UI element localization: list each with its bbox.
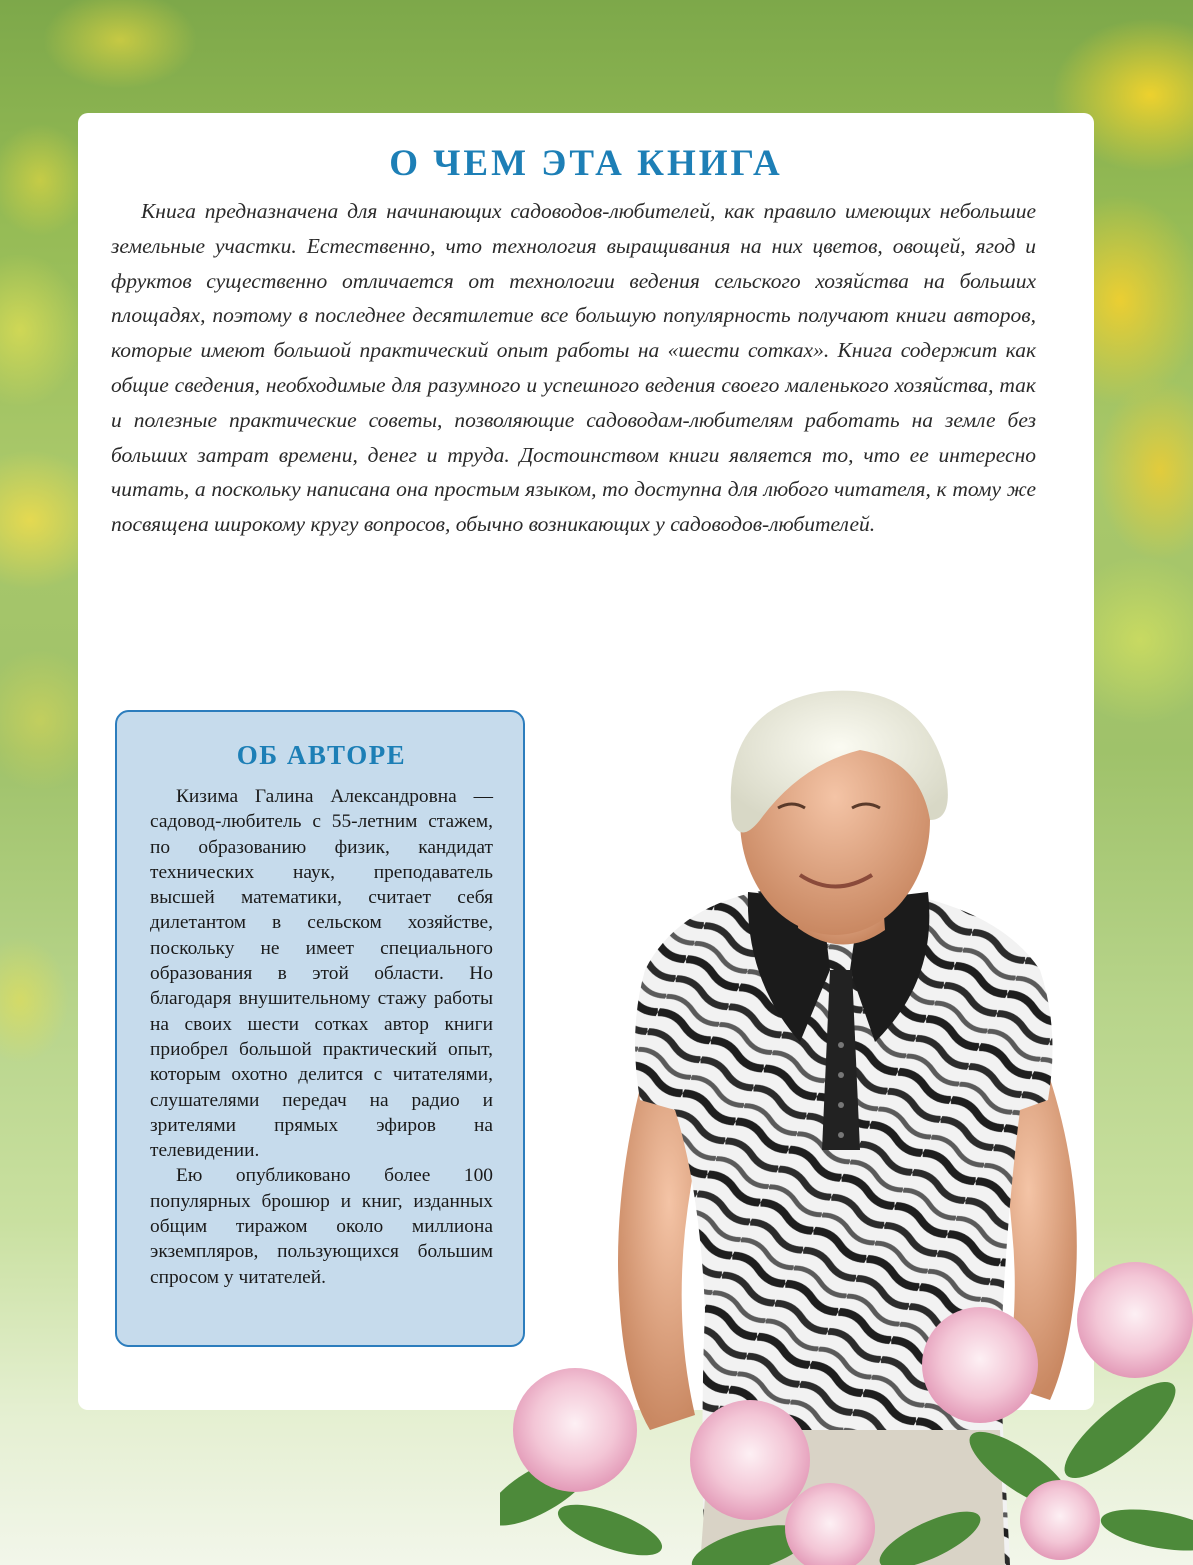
author-section-title: ОБ АВТОРЕ: [236, 740, 407, 770]
author-photo: [500, 670, 1193, 1565]
author-publications-paragraph: Ею опубликовано более 100 популярных брошюр и книг, изданных общим тиражом около миллиона экземпляров, пользующихся большим спросом у читателей.: [150, 1165, 493, 1288]
book-section-title: О ЧЕМ ЭТА КНИГА: [389, 143, 783, 184]
book-description: Книга предназначена для начинающих садоводов-любителей, как правило имеющих небольшие земельные участки. Естественно, что технология выращивания на них цветов, овощей, ягод и фруктов существенно отличается от технологии ведения сельского хозяйства на больших площадях, поэтому в последнее десятилетие все большую популярность получают книги авторов, которые имеют большой практический опыт работы на «шести сотках». Книга содержит как общие сведения, необходимые для разумного и успешного ведения своего маленького хозяйства, так и полезные практические советы, позволяющие садоводам-любителям работать на земле без больших затрат времени, денег и труда. Достоинством книги является то, что ее интересно читать, а поскольку написана она простым языком, то доступна для любого читателя, к тому же посвящена широкому кругу вопросов, обычно возникающих у садоводов-любителей.: [111, 199, 1036, 537]
author-info-box: [115, 710, 525, 1347]
author-bio-paragraph: Кизима Галина Александровна — садовод-любитель с 55-летним стажем, по образованию физик, кандидат технических наук, преподаватель высшей математики, считает себя дилетантом в сельском хозяйстве, поскольку не имеет специального образования в этой области. Но благодаря внушительному стажу работы на своих шести сотках автор книги приобрел большой практический опыт, которым охотно делится с читателями, слушателями передач на радио и зрителями прямых эфиров на телевидении.: [150, 786, 493, 1162]
